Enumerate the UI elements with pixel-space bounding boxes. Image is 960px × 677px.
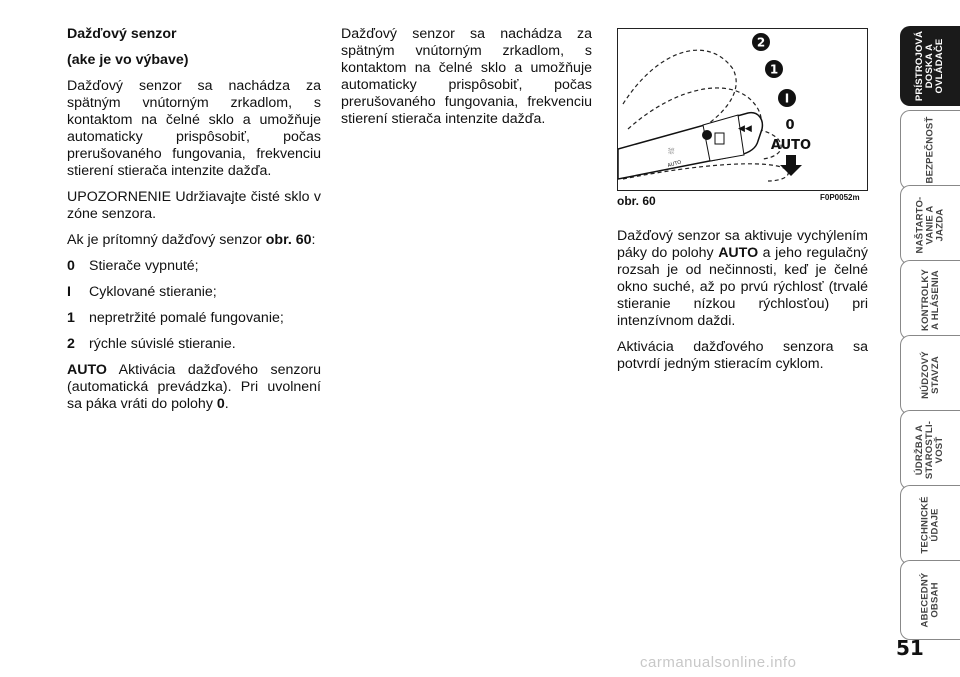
warning-paragraph: UPOZORNENIE Udržiavajte čisté sklo v zóne senzora. — [67, 189, 321, 222]
item-number: 0 — [67, 258, 75, 274]
list-item — [67, 310, 321, 327]
list-item — [67, 258, 321, 275]
wiper-stalk — [618, 113, 762, 179]
auto-end: . — [224, 396, 229, 412]
tab-label: NÚDZOVÝ STAVZA — [919, 351, 941, 399]
arrow-down-icon — [780, 155, 802, 176]
item-number: 1 — [67, 310, 75, 326]
middle-paragraph: Dažďový senzor sa nachádza za spätným vnútorným zrkadlom, s kontaktom na čelné sklo a umožňuje automaticky prispôsobiť, počas prerušovaného fungovania, frekvenciu stierení stierača intenzite dažďa. — [341, 26, 592, 127]
tab-maintenance[interactable] — [900, 410, 960, 490]
activation-text: Dažďový senzor sa aktivuje vychýlením páky do polohy — [617, 228, 868, 261]
item-text: nepretržité pomalé fungovanie; — [89, 310, 284, 326]
position-zero-label: 0 — [785, 118, 795, 133]
svg-text:◀◀: ◀◀ — [738, 124, 752, 134]
tab-label: ABECEDNÝ OBSAH — [919, 572, 941, 628]
auto-label: AUTO — [67, 362, 107, 378]
left-column — [67, 26, 321, 422]
wiper-stalk-illustration — [618, 29, 868, 191]
reference-text: Ak je prítomný dažďový senzor — [67, 232, 266, 248]
figure-reference: obr. 60 — [265, 232, 312, 248]
tab-label: NAŠTARTO- VANIE A JAZDA — [914, 196, 946, 254]
position-auto-label: AUTO — [770, 138, 812, 153]
tab-label: BEZPEČNOSŤ — [924, 116, 936, 184]
confirmation-paragraph: Aktivácia dažďového senzora sa potvrdí jedným stieracím cyklom. — [617, 339, 868, 372]
tab-instrument-panel[interactable] — [900, 26, 960, 106]
reference-paragraph — [67, 232, 321, 249]
tab-starting-driving[interactable] — [900, 185, 960, 265]
svg-text:1: 1 — [769, 62, 779, 77]
reference-colon: : — [311, 232, 316, 248]
tab-safety[interactable] — [900, 110, 960, 190]
list-item — [67, 284, 321, 301]
svg-text:I: I — [784, 91, 790, 106]
svg-text:⛆: ⛆ — [668, 147, 675, 156]
activation-text-rest: a jeho regulačný rozsah je od nečinnosti, keď je čelné okno suché, až po prvú rýchlosť (trvalé stieranie nízkou rýchlosťou) pri intenzívnom daždi. — [617, 245, 868, 329]
tab-label: KONTROLKY A HLÁSENIA — [919, 269, 941, 331]
auto-text: Aktivácia dažďového senzoru (automatická prevádzka). Pri uvolnení sa páka vráti do polohy — [67, 362, 321, 412]
item-number: I — [67, 284, 71, 300]
section-subheading: (ake je vo výbave) — [67, 52, 189, 68]
tab-label: PRÍSTROJOVÁ DOSKA A OVLÁDAČE — [914, 30, 946, 102]
section-heading: Dažďový senzor — [67, 26, 177, 42]
auto-paragraph — [67, 362, 321, 413]
marker-two — [752, 33, 770, 51]
auto-position: 0 — [216, 396, 225, 412]
marker-interval — [778, 89, 796, 107]
tab-warning-lights[interactable] — [900, 260, 960, 340]
activation-paragraph — [617, 228, 868, 330]
figure-code: F0P0052m — [820, 193, 860, 202]
svg-text:AUTO: AUTO — [666, 159, 683, 169]
list-item — [67, 336, 321, 353]
item-text: rýchle súvislé stieranie. — [89, 336, 236, 352]
watermark: carmanualsonline.info — [640, 654, 797, 671]
right-column — [617, 228, 868, 382]
tab-emergency[interactable] — [900, 335, 960, 415]
tab-label: TECHNICKÉ ÚDAJE — [919, 496, 941, 554]
tab-index[interactable] — [900, 560, 960, 640]
middle-column — [341, 26, 592, 137]
tab-technical-data[interactable] — [900, 485, 960, 565]
item-number: 2 — [67, 336, 75, 352]
item-text: Stierače vypnuté; — [89, 258, 199, 274]
auto-term: AUTO — [718, 245, 759, 261]
svg-text:2: 2 — [756, 35, 766, 50]
item-text: Cyklované stieranie; — [89, 284, 217, 300]
marker-one — [765, 60, 783, 78]
wiper-stalk-figure — [617, 28, 868, 191]
page-number: 51 — [896, 636, 924, 660]
tab-label: ÚDRŽBA A STAROSTLI- VOSŤ — [914, 420, 946, 480]
intro-paragraph: Dažďový senzor sa nachádza za spätným vnútorným zrkadlom, s kontaktom na čelné sklo a umožňuje automaticky prispôsobiť, počas prerušovaného fungovania, frekvenciu stierení stierača intenzite dažďa. — [67, 78, 321, 179]
figure-caption: obr. 60 — [617, 194, 656, 208]
